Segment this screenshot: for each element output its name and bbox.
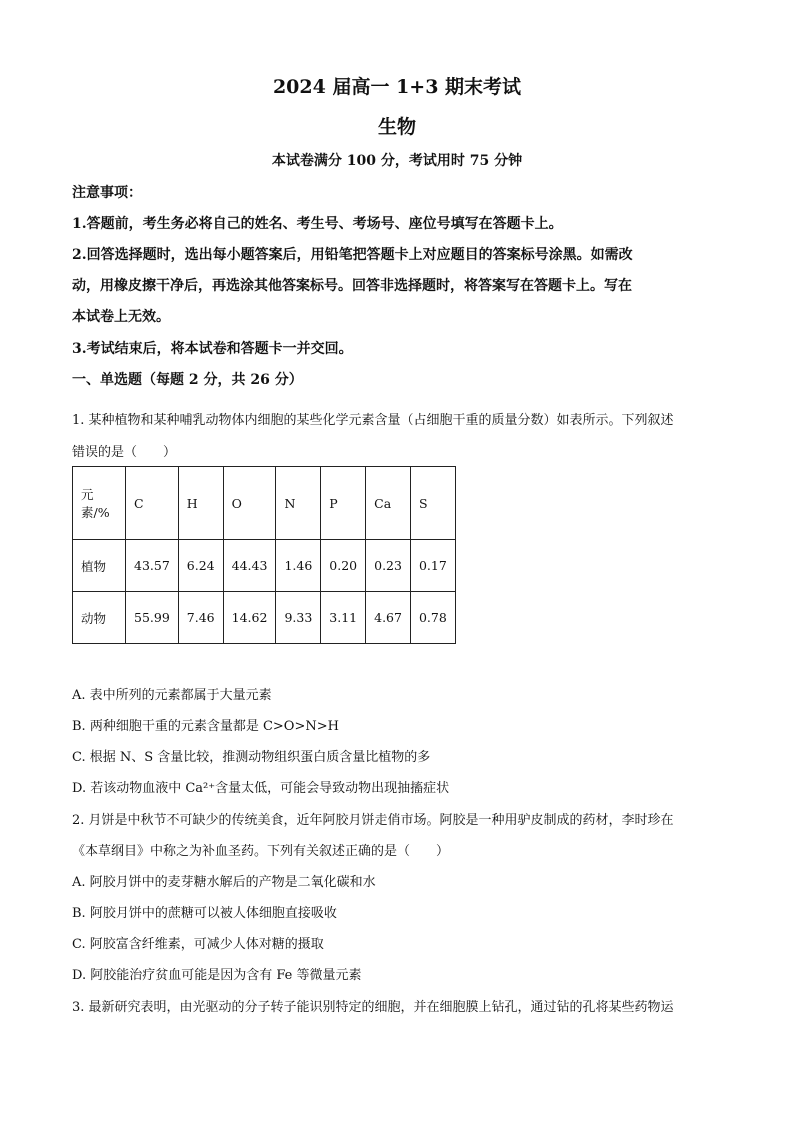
table-row xyxy=(73,540,456,592)
table-cell: 0.17 xyxy=(410,540,455,592)
question-2-option-a: A. 阿胶月饼中的麦芽糖水解后的产物是二氧化碳和水 xyxy=(72,875,376,890)
question-1-stem-cont: 错误的是（ ） xyxy=(72,445,177,460)
table-cell: 0.78 xyxy=(410,592,455,644)
notice-line: 1.答题前，考生务必将自己的姓名、考生号、考场号、座位号填写在答题卡上。 xyxy=(72,216,563,232)
table-cell: 1.46 xyxy=(276,540,321,592)
question-3-stem: 3. 最新研究表明，由光驱动的分子转子能识别特定的细胞，并在细胞膜上钻孔，通过钻的孔将某些药物运 xyxy=(72,1000,674,1015)
table-cell: 7.46 xyxy=(178,592,223,644)
question-2-option-d: D. 阿胶能治疗贫血可能是因为含有 Fe 等微量元素 xyxy=(72,968,362,983)
table-header-cell: H xyxy=(178,467,223,540)
question-2-option-c: C. 阿胶富含纤维素，可减少人体对糖的摄取 xyxy=(72,937,324,952)
element-content-table xyxy=(72,466,456,644)
section-title: 一、单选题（每题 2 分，共 26 分） xyxy=(72,372,303,388)
table-header-cell: S xyxy=(410,467,455,540)
notice-line: 动，用橡皮擦干净后，再选涂其他答案标号。回答非选择题时，将答案写在答题卡上。写在 xyxy=(72,278,632,294)
table-cell: 43.57 xyxy=(126,540,179,592)
question-1-option-d: D. 若该动物血液中 Ca²⁺含量太低，可能会导致动物出现抽搐症状 xyxy=(72,781,450,796)
notice-line: 本试卷上无效。 xyxy=(72,309,170,325)
notice-heading: 注意事项： xyxy=(72,185,142,201)
question-2-stem: 2. 月饼是中秋节不可缺少的传统美食，近年阿胶月饼走俏市场。阿胶是一种用驴皮制成的药材，李时珍在 xyxy=(72,813,674,828)
table-cell: 55.99 xyxy=(126,592,179,644)
subject-title: 生物 xyxy=(377,116,416,138)
table-row xyxy=(73,592,456,644)
table-cell: 44.43 xyxy=(223,540,276,592)
table-header-cell: Ca xyxy=(366,467,411,540)
table-cell: 3.11 xyxy=(321,592,366,644)
question-1-option-a: A. 表中所列的元素都属于大量元素 xyxy=(72,688,272,703)
table-cell: 植物 xyxy=(73,540,126,592)
question-1-stem: 1. 某种植物和某种哺乳动物体内细胞的某些化学元素含量（占细胞干重的质量分数）如表所示。下列叙述 xyxy=(72,413,674,428)
question-2-option-b: B. 阿胶月饼中的蔗糖可以被人体细胞直接吸收 xyxy=(72,906,337,921)
question-1-option-c: C. 根据 N、S 含量比较，推测动物组织蛋白质含量比植物的多 xyxy=(72,750,431,765)
table-header-cell: C xyxy=(126,467,179,540)
table-cell: 9.33 xyxy=(276,592,321,644)
question-1-option-b: B. 两种细胞干重的元素含量都是 C>O>N>H xyxy=(72,719,339,734)
notice-line: 2.回答选择题时，选出每小题答案后，用铅笔把答题卡上对应题目的答案标号涂黑。如需改 xyxy=(72,247,633,263)
notice-line: 3.考试结束后，将本试卷和答题卡一并交回。 xyxy=(72,341,353,357)
table-header-cell: N xyxy=(276,467,321,540)
table-header-cell: O xyxy=(223,467,276,540)
table-cell: 6.24 xyxy=(178,540,223,592)
question-2-stem-cont: 《本草纲目》中称之为补血圣药。下列有关叙述正确的是（ ） xyxy=(72,844,450,859)
exam-meta: 本试卷满分 100 分，考试用时 75 分钟 xyxy=(271,153,523,169)
exam-title: 2024 届高一 1+3 期末考试 xyxy=(272,76,522,98)
table-header-row xyxy=(73,467,456,540)
table-header-cell: P xyxy=(321,467,366,540)
table-cell: 0.23 xyxy=(366,540,411,592)
table-cell: 动物 xyxy=(73,592,126,644)
table-header-cell: 元素/% xyxy=(73,467,126,540)
table-cell: 14.62 xyxy=(223,592,276,644)
table-cell: 0.20 xyxy=(321,540,366,592)
table-cell: 4.67 xyxy=(366,592,411,644)
